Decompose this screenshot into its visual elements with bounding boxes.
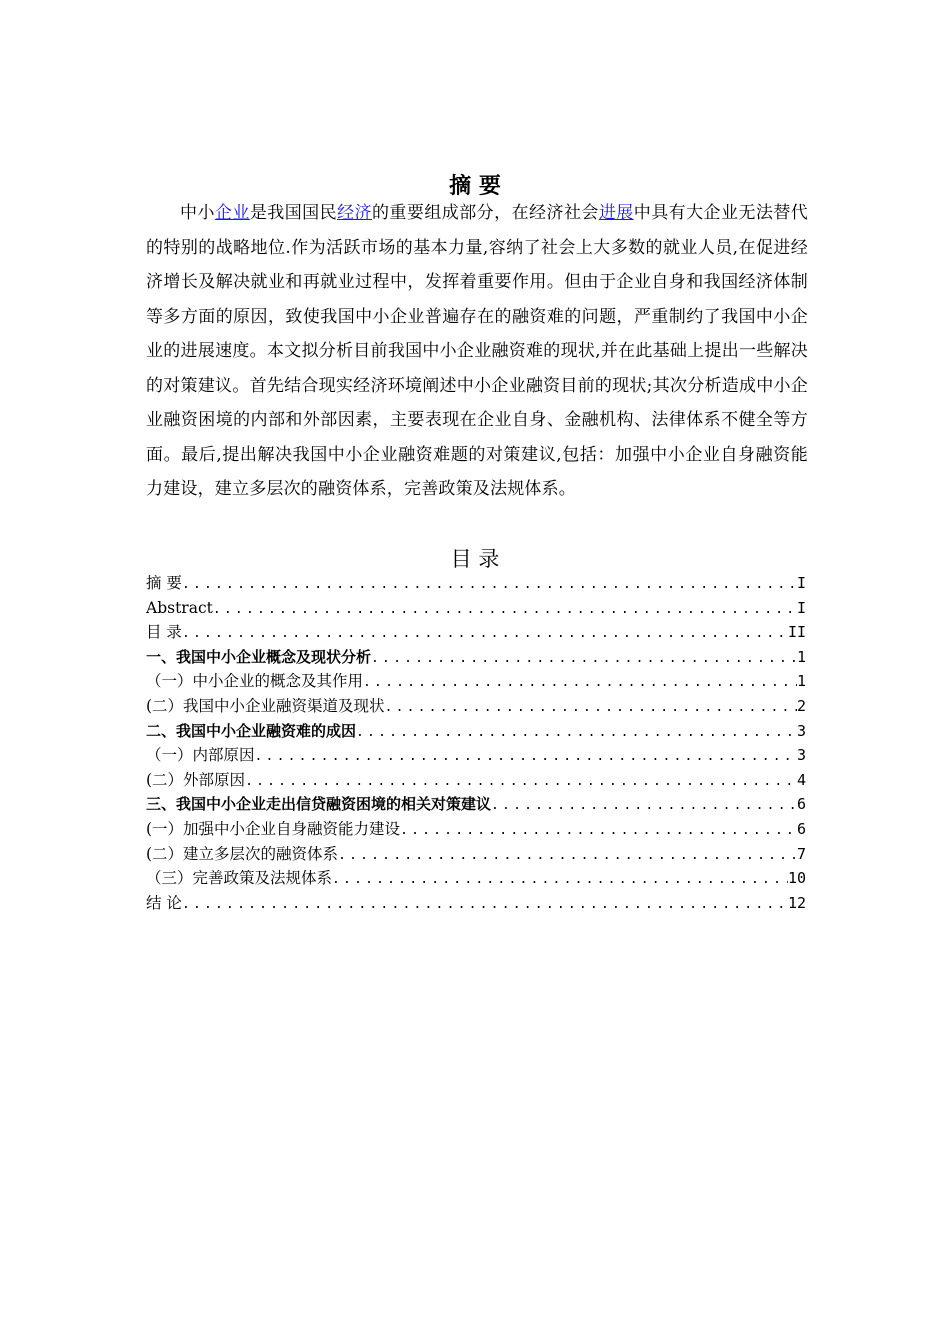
toc-entry-label: （一）中小企业的概念及其作用 <box>146 672 364 691</box>
toc-entry-label: 二、我国中小企业融资难的成因 <box>146 721 357 740</box>
toc-entry[interactable] <box>146 842 806 867</box>
toc-leader-dots <box>356 721 797 744</box>
abstract-body <box>146 196 808 507</box>
toc-leader-dots <box>385 696 797 719</box>
toc-leader-dots <box>182 573 797 596</box>
toc-entry-page: 12 <box>787 893 806 912</box>
toc-leader-dots <box>400 819 797 842</box>
toc-leader-dots <box>213 598 797 621</box>
toc-entry-page: 1 <box>796 672 806 691</box>
toc-entry-label: 三、我国中小企业走出信贷融资困境的相关对策建议 <box>146 795 492 814</box>
toc-entry[interactable] <box>146 817 806 842</box>
toc-entry[interactable] <box>146 719 806 744</box>
toc-entry[interactable] <box>146 596 806 621</box>
toc-entry[interactable] <box>146 645 806 670</box>
toc-entry-page: 10 <box>787 869 806 888</box>
toc-entry-page: 3 <box>796 721 806 740</box>
toc-entry[interactable] <box>146 792 806 817</box>
toc-entry[interactable] <box>146 694 806 719</box>
toc-entry-label: 结 论 <box>146 893 182 912</box>
toc-entry-page: I <box>796 574 806 592</box>
toc-leader-dots <box>363 671 797 694</box>
toc-entry[interactable] <box>146 768 806 793</box>
abstract-text: 是我国国民 <box>249 203 338 223</box>
toc-leader-dots <box>338 844 797 867</box>
toc-entry[interactable] <box>146 620 806 645</box>
toc-leader-dots <box>332 868 788 891</box>
toc-entry-page: II <box>787 623 806 642</box>
toc-entry-label: (二）建立多层次的融资体系 <box>146 844 339 863</box>
toc-entry-page: 3 <box>796 746 806 765</box>
toc-entry-page: 6 <box>796 795 806 814</box>
toc-entry-label: （三）完善政策及法规体系 <box>146 869 333 888</box>
toc-entry-page: 7 <box>796 844 806 863</box>
toc-leader-dots <box>182 622 788 645</box>
abstract-link[interactable]: 经济 <box>337 203 372 223</box>
toc-leader-dots <box>255 745 797 768</box>
toc-entry-label: (二）外部原因 <box>146 770 246 789</box>
toc-entry[interactable] <box>146 743 806 768</box>
abstract-text: 的重要组成部分，在经济社会 <box>371 203 599 223</box>
abstract-text: 中具有大企业无法替代的特别的战略地位.作为活跃市场的基本力量,容纳了社会上大多数的就业人员,在促进经济增长及解决就业和再就业过程中，发挥着重要作用。但由于企业自身和我国经济体制等多方面的原因，致使我国中小企业普遍存在的融资难的问题，严重制约了我国中小企业的进展速度。本文拟分析目前我国中小企业融资难的现状,并在此基础上提出一些解决的对策建议。首先结合现实经济环境阐述中小企业融资目前的现状;其次分析造成中小企业融资困境的内部和外部因素，主要表现在企业自身、金融机构、法律体系不健全等方面。最后,提出解决我国中小企业融资难题的对策建议,包括：加强中小企业自身融资能力建设，建立多层次的融资体系，完善政策及法规体系。 <box>146 203 809 499</box>
toc-entry[interactable] <box>146 891 806 916</box>
toc-entry-label: 一、我国中小企业概念及现状分析 <box>146 647 372 666</box>
toc-entry-label: (二）我国中小企业融资渠道及现状 <box>146 696 385 715</box>
abstract-link[interactable]: 进展 <box>598 203 634 223</box>
toc-entry[interactable] <box>146 866 806 891</box>
toc-entry[interactable] <box>146 669 806 694</box>
abstract-link[interactable]: 企业 <box>214 203 250 223</box>
abstract-title: 摘 要 <box>449 174 501 199</box>
toc-leader-dots <box>245 770 797 793</box>
toc-entry-page: 2 <box>796 696 806 715</box>
toc-leader-dots <box>371 647 797 670</box>
toc-entry-label: 摘 要 <box>146 574 182 592</box>
toc-entry-label: 目 录 <box>146 623 182 642</box>
toc-entry-page: 6 <box>796 819 806 838</box>
toc-entry-page: 1 <box>796 647 806 666</box>
toc-entry[interactable] <box>146 571 806 596</box>
abstract-text: 中小 <box>180 203 215 223</box>
table-of-contents <box>146 571 806 915</box>
toc-title: 目 录 <box>450 547 500 571</box>
toc-leader-dots <box>182 893 788 916</box>
toc-entry-page: 4 <box>796 770 806 789</box>
toc-entry-label: (一）加强中小企业自身融资能力建设 <box>146 819 401 838</box>
toc-entry-label: （一）内部原因 <box>146 746 255 765</box>
toc-leader-dots <box>491 794 797 817</box>
toc-entry-label: Abstract <box>146 598 213 617</box>
toc-entry-page: I <box>796 598 806 617</box>
